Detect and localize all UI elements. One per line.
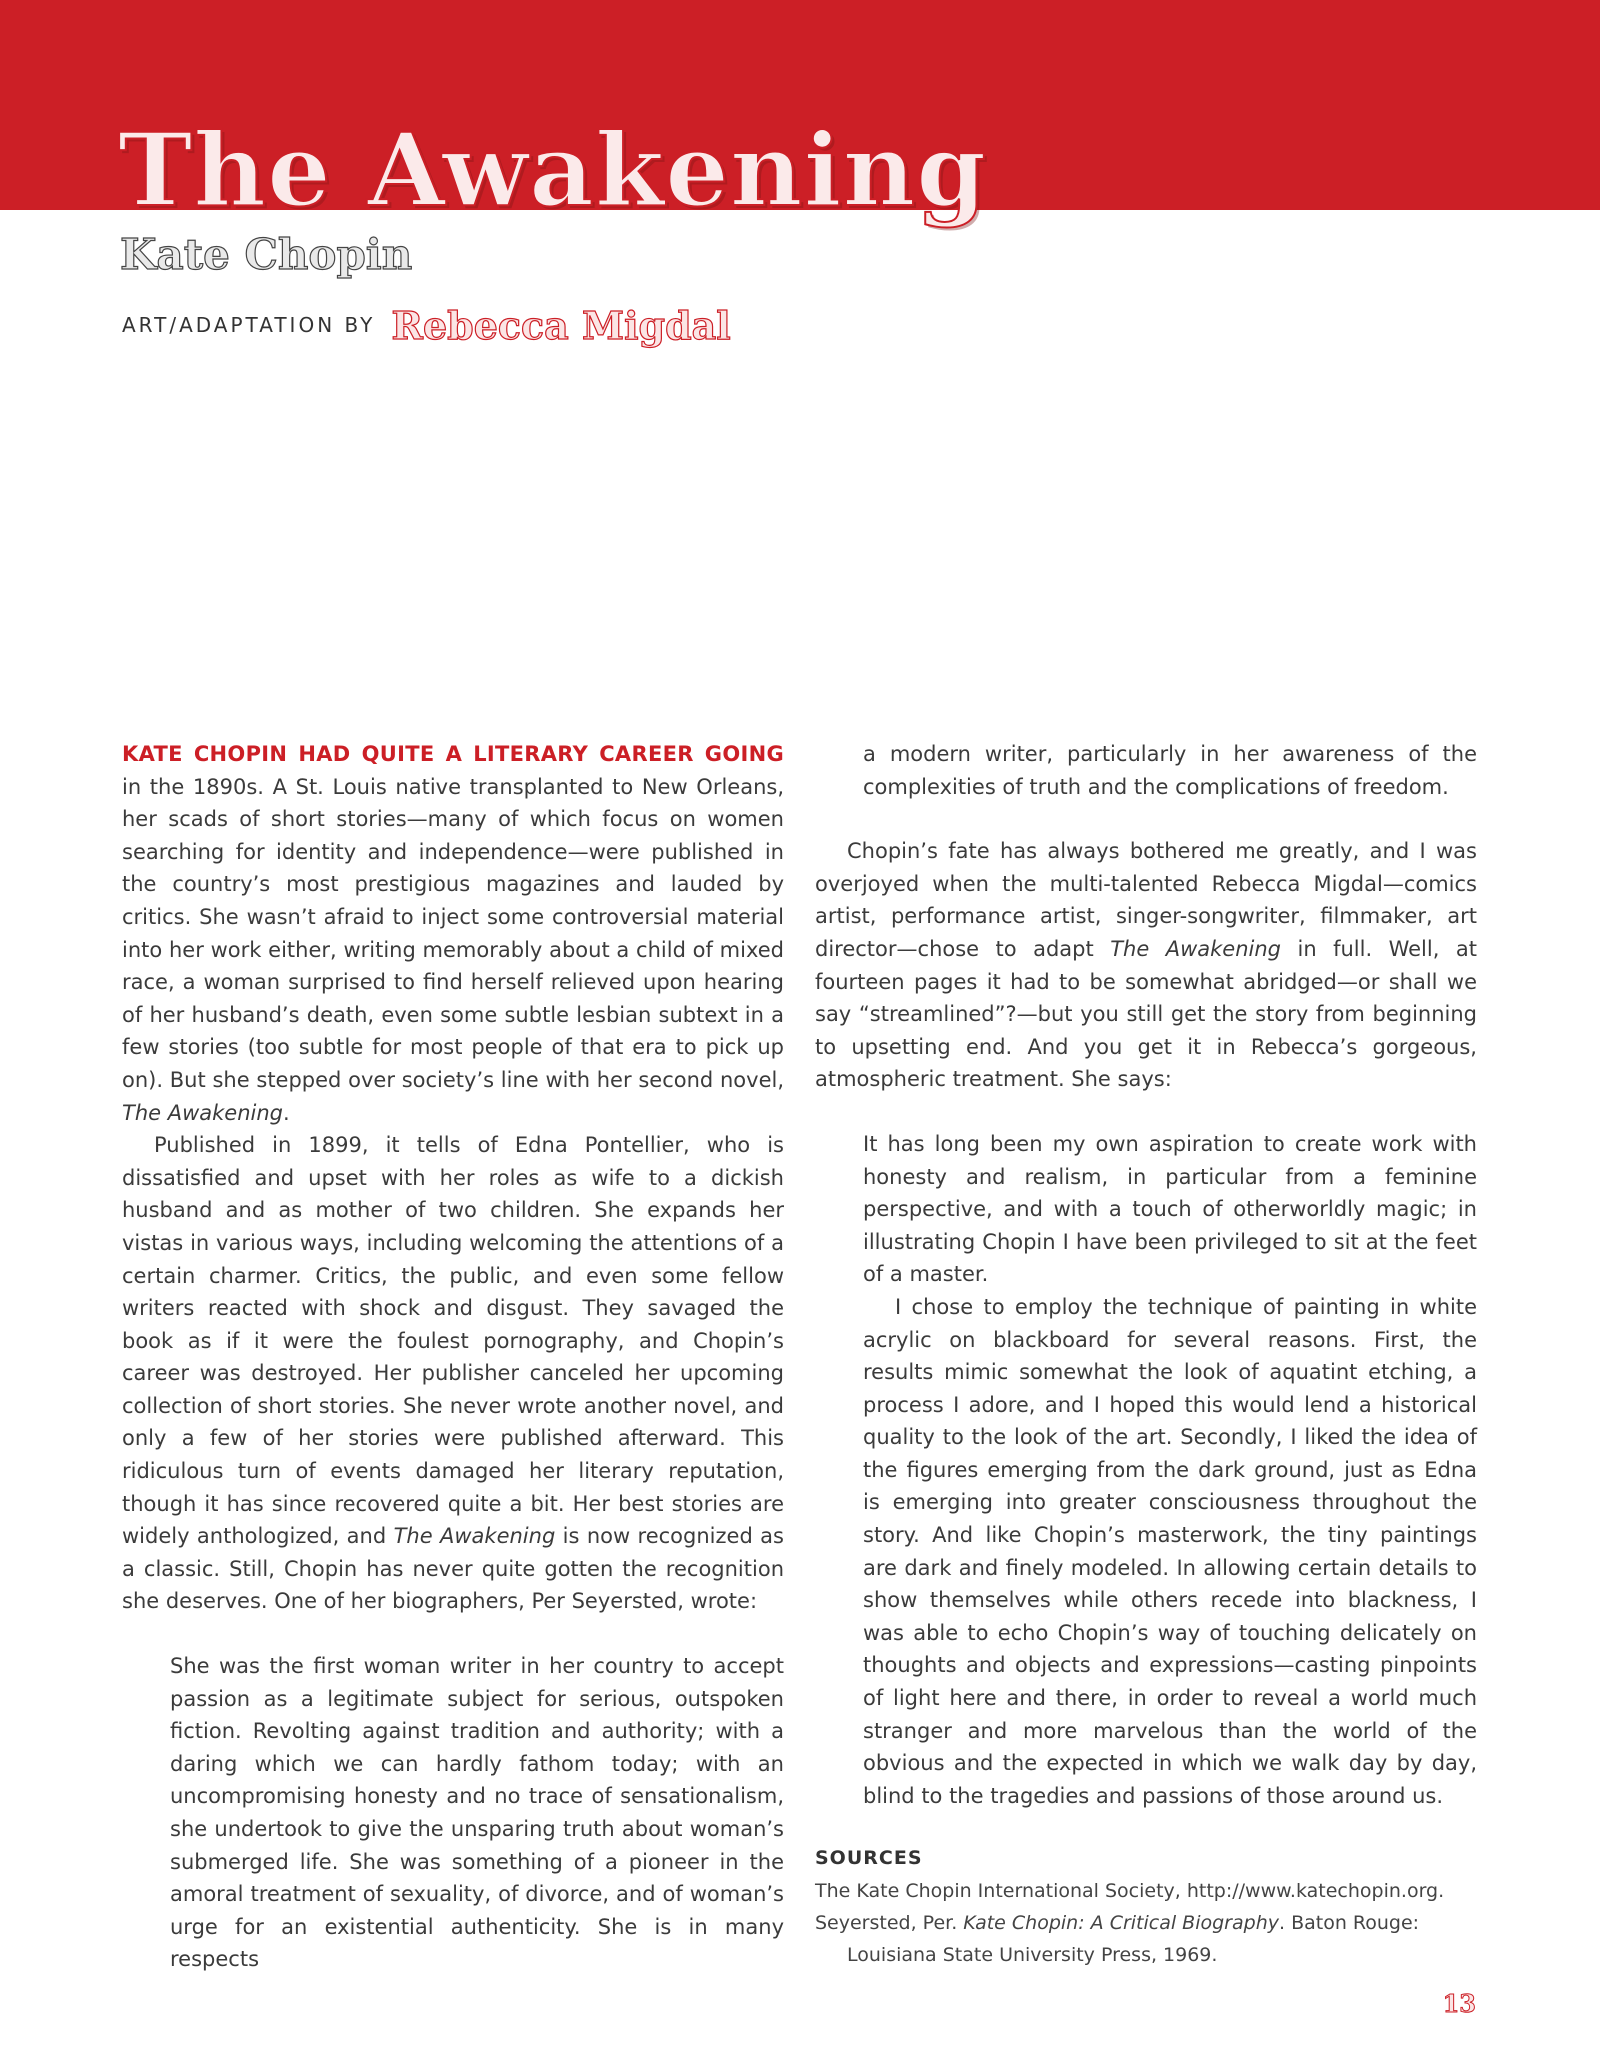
source-item: The Kate Chopin International Society, http://www.katechopin.org. (815, 1880, 1445, 1902)
adaptation-credit (122, 295, 731, 355)
punctuation: . (283, 1100, 290, 1125)
seyersted-quote: She was the first woman writer in her country to accept passion as a legitimate subject for serious, outspoken fiction. Revolting against tradition and authority; with a daring which we can hardly fathom today; with an uncompromising honesty and no trace of sensationalism, she undertook to give the unsparing truth about woman’s submerged life. She was something of a pioneer in the amoral treatment of sexuality, of divorce, and of woman’s urge for an existential authenticity. She is in many respects (170, 1654, 784, 1972)
left-column (122, 738, 784, 1976)
intro-text: Chopin’s fate has always bothered me greatly, and I was overjoyed when the multi-talented Rebecca Migdal—comics artist, performance artist, singer-songwriter, filmmaker, art director—chose to adapt (815, 839, 1477, 961)
intro-text: in full. Well, at fourteen pages it had to be somewhat abridged—or shall we say “streamlined”?—but you still get the story from beginning to upsetting end. And you get it in Rebecca’s gorgeous, atmospheric treatment. She says: (815, 936, 1477, 1092)
intro-text: in the 1890s. A St. Louis native transplanted to New Orleans, her scads of short stories—many of which focus on women searching for identity and independence—were published in the country’s most prestigious magazines and lauded by critics. She wasn’t afraid to inject some controversial material into her work either, writing memorably about a child of mixed race, a woman surprised to find herself relieved upon hearing of her husband’s death, even some subtle lesbian subtext in a few stories (too subtle for most people of that era to pick up on). But she stepped over society’s line with her second novel, (122, 774, 784, 1092)
intro-text: Published in 1899, it tells of Edna Pontellier, who is dissatisfied and upset with her roles as wife to a dickish husband and as mother of two children. She expands her vistas in various ways, including welcoming the attentions of a certain charmer. Critics, the public, and even some fellow writers reacted with shock and disgust. They savaged the book as if it were the foulest pornography, and Chopin’s career was destroyed. Her publisher canceled her upcoming collection of short stories. She never wrote another novel, and only a few of her stories were published afterward. This ridiculous turn of events damaged her literary reputation, though it has since recovered quite a bit. Her best stories are widely anthologized, and (122, 1133, 784, 1549)
source-author: Seyersted, Per. (815, 1912, 958, 1934)
intro-paragraph-1 (122, 738, 784, 1129)
migdal-quote-paragraph-2: I chose to employ the technique of painting in white acrylic on blackboard for several reasons. First, the results mimic somewhat the look of aquatint etching, a process I adore, and I hoped this would lend a historical quality to the look of the art. Secondly, I liked the idea of the figures emerging from the dark ground, just as Edna is emerging into greater consciousness throughout the story. And like Chopin’s masterwork, the tiny paintings are dark and finely modeled. In allowing certain details to show themselves while others recede into blackness, I was able to echo Chopin’s way of touching delicately on thoughts and objects and expressions—casting pinpoints of light here and there, in order to reveal a world much stranger and more marvelous than the world of the obvious and the expected in which we walk day by day, blind to the tragedies and passions of those around us. (863, 1294, 1477, 1808)
intro-paragraph-2 (122, 1129, 784, 1618)
source-item (815, 1907, 1477, 1971)
right-column (815, 738, 1477, 1971)
source-title: Kate Chopin: A Critical Biography (963, 1912, 1279, 1934)
page-number: 13 (1442, 1989, 1476, 2018)
book-title: The Awakening (393, 1524, 556, 1549)
seyersted-quote-continued: a modern writer, particularly in her awareness of the complexities of truth and the complications of freedom. (863, 742, 1477, 799)
intro-paragraph-3 (815, 835, 1477, 1096)
credit-name: Rebecca Migdal (391, 302, 731, 348)
sources-heading: SOURCES (815, 1847, 923, 1870)
credit-label: ART/ADAPTATION BY (122, 313, 376, 337)
intro-text: is now recognized as a classic. Still, Chopin has never quite gotten the recognition she deserves. One of her biographers, Per Seyersted, wrote: (122, 1524, 784, 1614)
book-title: The Awakening (122, 1100, 284, 1125)
author-name: Kate Chopin (120, 230, 413, 279)
page-title: The Awakening (118, 111, 988, 229)
lead-in: KATE CHOPIN HAD QUITE A LITERARY CAREER GOING (122, 742, 784, 766)
book-title: The Awakening (1110, 936, 1282, 961)
migdal-quote-paragraph-1: It has long been my own aspiration to create work with honesty and realism, in particular from a feminine perspective, and with a touch of otherworldly magic; in illustrating Chopin I have been privileged to sit at the feet of a master. (863, 1131, 1477, 1287)
source-publication: . Baton Rouge: Louisiana State University Press, 1969. (847, 1912, 1420, 1966)
